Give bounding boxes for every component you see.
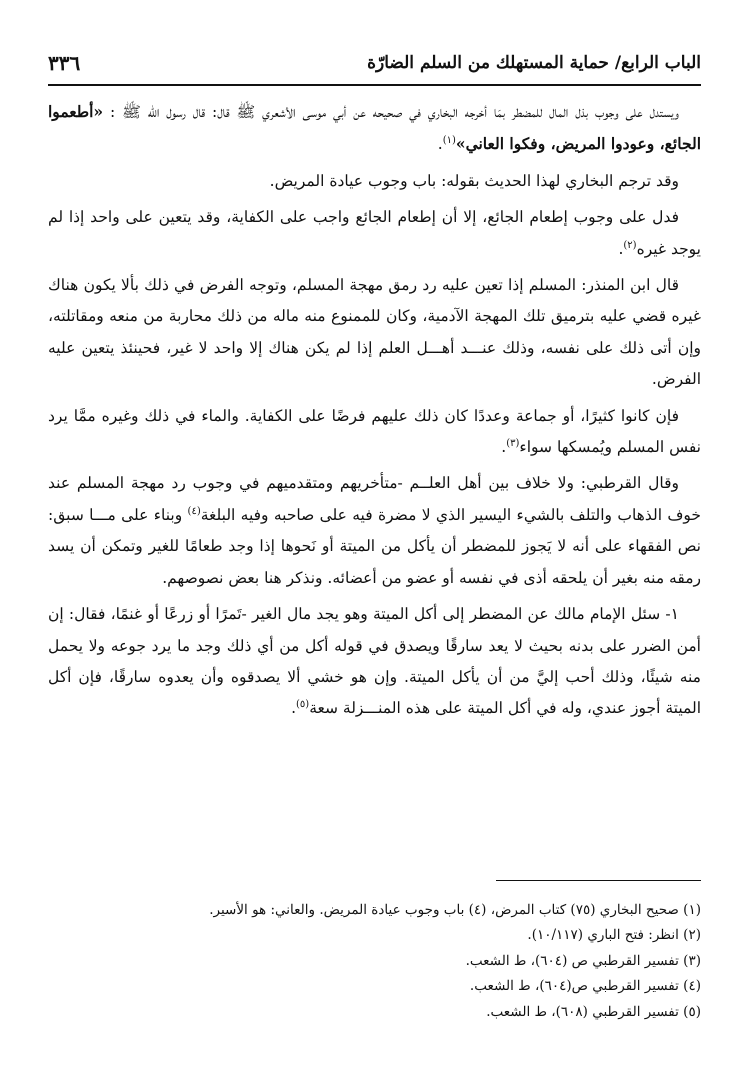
footnote: (٢) انظر: فتح الباري (١٠/١١٧). [527, 927, 701, 944]
paragraph-text: . [618, 239, 624, 258]
paragraph-text: فإن كانوا كثيرًا، أو جماعة وعددًا كان ذلك عليهم فرضًا على الكفاية. والماء في ذلك وغيره ممَّا يرد نفس المسلم ويُمسكها سواء [48, 406, 701, 457]
paragraph-text: ١- سئل الإمام مالك عن المضطر إلى أكل الميتة وهو يجد مال الغير -تَمرًا أو زرعًا أو غنمًا، فقال: إن أمن الضرر على بدنه بحيث لا يعد سارقًا ويصدق في قوله أكل من أي ذلك وجد ما يرد جوعه ولا يحمل منه شيئًا، وذلك أحب إليَّ من أن يأكل الميتة. وإن هو خشي ألا يصدقوه وأن يعدوه سارقًا، فإن أكل الميتة أجوز عندي، وله في أكل الميتة على هذه المنـــزلة سعة [48, 605, 701, 718]
footnotes [48, 898, 701, 1025]
footnote-ref: (٤) [187, 505, 201, 517]
paragraph-text: . [437, 135, 443, 154]
paragraph-text: فدل على وجوب إطعام الجائع، إلا أن إطعام الجائع واجب على الكفاية، وقد يتعين على واحد إذا لم يوجد غيره [48, 208, 701, 258]
paragraph [48, 96, 701, 161]
footnote: (١) صحيح البخاري (٧٥) كتاب المرض، (٤) باب وجوب عيادة المريض. والعاني: هو الأسير. [209, 902, 701, 918]
hadith-quote: «أطعموا الجائع، وعودوا المريض، وفكوا العاني» [48, 102, 701, 154]
paragraph-text: وقد ترجم البخاري لهذا الحديث بقوله: باب وجوب عيادة المريض. [269, 171, 679, 190]
paragraph [48, 468, 701, 594]
footnote: (٥) تفسير القرطبي (٦٠٨)، ط الشعب. [486, 1003, 701, 1020]
paragraph [48, 401, 701, 464]
footnote-ref: (٥) [296, 699, 310, 711]
paragraph [48, 599, 701, 725]
footnote: (٣) تفسير القرطبي ص (٦٠٤)، ط الشعب. [465, 952, 701, 969]
paragraph-text: وقال القرطبي: ولا خلاف بين أهل العلــم -متأخريهم ومتقدميهم في وجوب رد مهجة المسلم عند خوف الذهاب والتلف بالشيء اليسير الذي لا مضرة فيه على صاحبه وفيه البلغة [48, 474, 701, 524]
footnote-ref: (٣) [506, 437, 520, 449]
page-header [48, 42, 701, 86]
body-text [48, 96, 701, 730]
paragraph [48, 202, 701, 265]
paragraph [48, 270, 701, 396]
page-number: ٣٣٦ [48, 51, 81, 75]
footnote-ref: (١) [442, 135, 456, 147]
paragraph-text: . [501, 438, 507, 457]
paragraph-text: قال ابن المنذر: المسلم إذا تعين عليه رد رمق مهجة المسلم، وتوجه الفرض في ذلك بألا يكون هناك غيره قضي عليه بترميق تلك المهجة الآدمية، وكان للممنوع منه ماله من ذلك محاربة من منعه ومقاتلته، وإن أتى ذلك على نفسه، وذلك عنـــد أهـــل العلم إذا لم يكن هناك إلا واحد لا غير، فحينئذ يتعين عليه الفرض. [48, 276, 701, 389]
footnote: (٤) تفسير القرطبي ص(٦٠٤)، ط الشعب. [469, 978, 701, 995]
paragraph [48, 166, 701, 197]
running-title: الباب الرابع/ حماية المستهلك من السلم الضارّة [367, 53, 701, 73]
paragraph-text: ويستدل على وجوب بذل المال للمضطر بمَا أخرجه البخاري في صحيحه عن أبي موسى الأشعري ﷺ قال: قال رسول الله ﷺ : [103, 103, 679, 121]
paragraph-text: . [291, 699, 296, 718]
footnote-ref: (٢) [623, 239, 637, 251]
paragraph-text: وبناء على مـــا سبق: نص الفقهاء على أنه لا يَجوز للمضطر أن يأكل من الميتة أو نَحوها إذا وجد طعامًا للغير وتمكن أن يسد رمقه منه بغير أن يلحقه أذى في نفسه أو عضو من أعضائه. ونذكر هنا بعض نصوصهم. [48, 505, 701, 587]
footnote-divider [496, 880, 701, 881]
